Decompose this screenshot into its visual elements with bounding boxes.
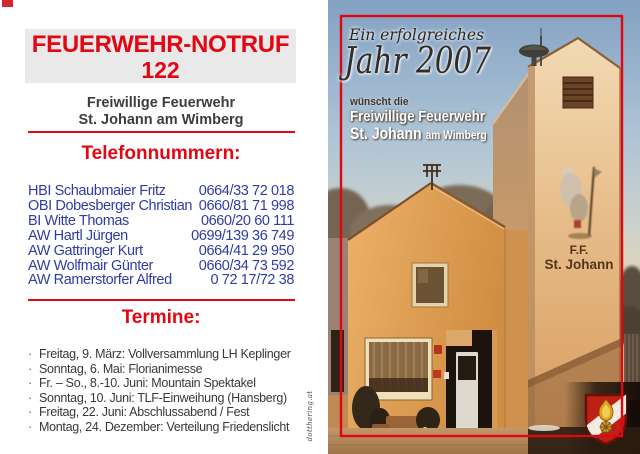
phone-section-title: Telefonnummern:: [81, 143, 241, 164]
phone-number: 0660/20 60 111: [200, 212, 294, 229]
greeting-place-main: St. Johann: [350, 125, 422, 143]
greeting-brigade: Freiwillige Feuerwehr: [350, 108, 485, 125]
entrance: [446, 330, 497, 432]
tower-label-name: St. Johann: [544, 257, 614, 272]
greeting-line1: Ein erfolgreiches: [349, 26, 485, 44]
phone-name: AW Gattringer Kurt: [28, 242, 143, 259]
gable-window: [412, 263, 448, 307]
events-section-title: Termine:: [121, 307, 201, 328]
divider: [28, 131, 295, 133]
brigade-name: [0, 95, 322, 129]
event-text: Freitag, 22. Juni: Abschlussabend / Fest: [39, 405, 250, 419]
phone-number: 0699/139 36 749: [191, 227, 294, 244]
left-wing: [328, 238, 348, 436]
divider: [28, 299, 295, 301]
hose-tower: [519, 28, 622, 436]
event-item: [28, 376, 320, 391]
tower-label-ff: F.F.: [569, 243, 589, 257]
bullet: ·: [28, 405, 32, 419]
emergency-number-box: [25, 29, 296, 83]
phone-number: 0660/81 71 998: [198, 197, 294, 214]
event-item: [28, 391, 320, 406]
vent-grille: [563, 77, 593, 108]
phone-name: AW Wolfmair Günter: [28, 257, 153, 274]
greeting-place-suffix: am Wimberg: [425, 128, 487, 142]
phone-entry: [28, 273, 294, 288]
phone-name: OBI Dobesberger Christian: [28, 197, 193, 214]
wall-lamp: [434, 345, 442, 354]
phone-entry: [28, 244, 294, 259]
phone-number: 0664/41 29 950: [198, 242, 294, 259]
event-text: Sonntag, 10. Juni: TLF-Einweihung (Hansberg): [39, 390, 287, 405]
designer-signature: dotthering.at: [306, 390, 314, 442]
phone-name: BI Witte Thomas: [28, 212, 129, 229]
event-item: [28, 420, 320, 435]
lower-window: [365, 338, 432, 400]
event-text: Sonntag, 6. Mai: Florianimesse: [39, 361, 203, 376]
phone-entry: [28, 214, 294, 229]
phone-number: 0 72 17/72 38: [210, 272, 294, 289]
brigade-name-line1: Freiwillige Feuerwehr: [86, 95, 236, 111]
snow-patch: [528, 425, 560, 431]
bullet: ·: [28, 419, 32, 434]
phone-number: 0664/33 72 018: [198, 183, 294, 199]
event-item: [28, 347, 320, 362]
doorbell-plate: [444, 372, 449, 379]
station-photo: [328, 0, 640, 454]
phone-name: AW Ramerstorfer Alfred: [28, 272, 172, 289]
phone-name: HBI Schaubmaier Fritz: [28, 183, 166, 199]
bullet: ·: [28, 347, 32, 361]
event-text: Montag, 24. Dezember: Verteilung Friedenslicht: [39, 419, 290, 434]
phone-entry: [28, 259, 294, 274]
phone-name: AW Hartl Jürgen: [28, 227, 128, 244]
bullet: ·: [28, 376, 32, 390]
emergency-title: FEUERWEHR-NOTRUF: [31, 31, 290, 58]
phone-list: [28, 184, 294, 288]
red-sign: [433, 370, 441, 378]
phone-entry: [28, 184, 294, 199]
bullet: ·: [28, 361, 32, 376]
event-item: [28, 362, 320, 377]
greeting-line3: wünscht die: [350, 96, 409, 108]
event-text: Fr. – So., 8.-10. Juni: Mountain Spektakel: [39, 376, 256, 390]
phone-entry: [28, 199, 294, 214]
print-corner-mark: [2, 0, 13, 7]
brigade-name-line2: St. Johann am Wimberg: [78, 112, 244, 128]
event-item: [28, 405, 320, 420]
events-list: [28, 347, 320, 434]
event-text: Freitag, 9. März: Vollversammlung LH Keplinger: [39, 347, 291, 361]
phone-number: 0660/34 73 592: [198, 257, 294, 274]
greeting-year: Jahr 2007: [344, 41, 492, 82]
bullet: ·: [28, 390, 32, 405]
emergency-number: 122: [141, 57, 180, 83]
greeting-place: [350, 125, 487, 144]
phone-entry: [28, 229, 294, 244]
